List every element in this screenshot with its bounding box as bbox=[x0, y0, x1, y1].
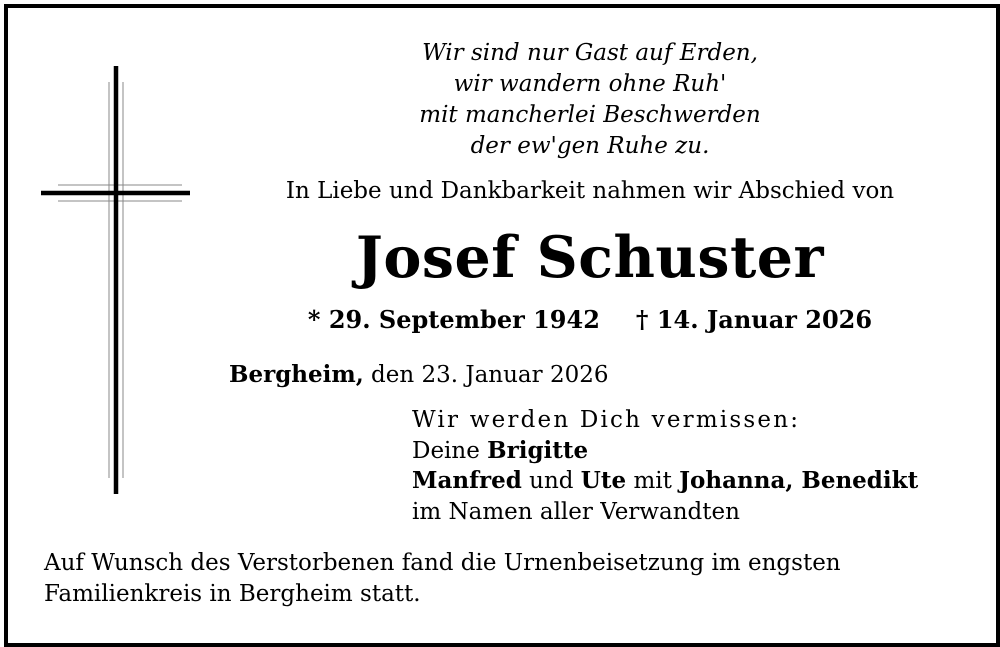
family-member: Brigitte bbox=[487, 436, 589, 464]
death-date: † 14. Januar 2026 bbox=[635, 305, 873, 334]
footer-line: Familienkreis in Bergheim statt. bbox=[44, 580, 421, 607]
place-date bbox=[229, 360, 609, 390]
birth-date: * 29. September 1942 bbox=[307, 305, 600, 334]
family-prefix: Deine bbox=[412, 437, 480, 464]
family-member: Manfred bbox=[412, 467, 522, 494]
cross-icon bbox=[38, 64, 194, 496]
family-connector: mit bbox=[633, 468, 672, 494]
poem-line: wir wandern ohne Ruh' bbox=[453, 71, 727, 97]
family-signature bbox=[412, 405, 918, 527]
poem-line: Wir sind nur Gast auf Erden, bbox=[422, 40, 758, 66]
poem-line: mit mancherlei Beschwerden bbox=[419, 102, 761, 128]
deceased-name: Josef Schuster bbox=[355, 224, 825, 291]
family-connector: und bbox=[529, 468, 574, 494]
family-line bbox=[412, 466, 918, 497]
family-heading: Wir werden Dich vermissen: bbox=[412, 407, 801, 433]
family-member: Johanna, Benedikt bbox=[679, 467, 919, 494]
notice-date: den 23. Januar 2026 bbox=[371, 362, 609, 388]
life-dates bbox=[190, 304, 990, 336]
place: Bergheim, bbox=[229, 361, 364, 388]
family-member: Ute bbox=[580, 467, 627, 494]
poem-line: der ew'gen Ruhe zu. bbox=[470, 133, 710, 159]
family-line bbox=[412, 436, 918, 467]
poem bbox=[340, 38, 840, 162]
intro-text: In Liebe und Dankbarkeit nahmen wir Abschied von bbox=[285, 178, 895, 204]
family-closing: im Namen aller Verwandten bbox=[412, 498, 740, 525]
footer-note bbox=[44, 548, 841, 609]
footer-line: Auf Wunsch des Verstorbenen fand die Urnenbeisetzung im engsten bbox=[44, 550, 841, 576]
